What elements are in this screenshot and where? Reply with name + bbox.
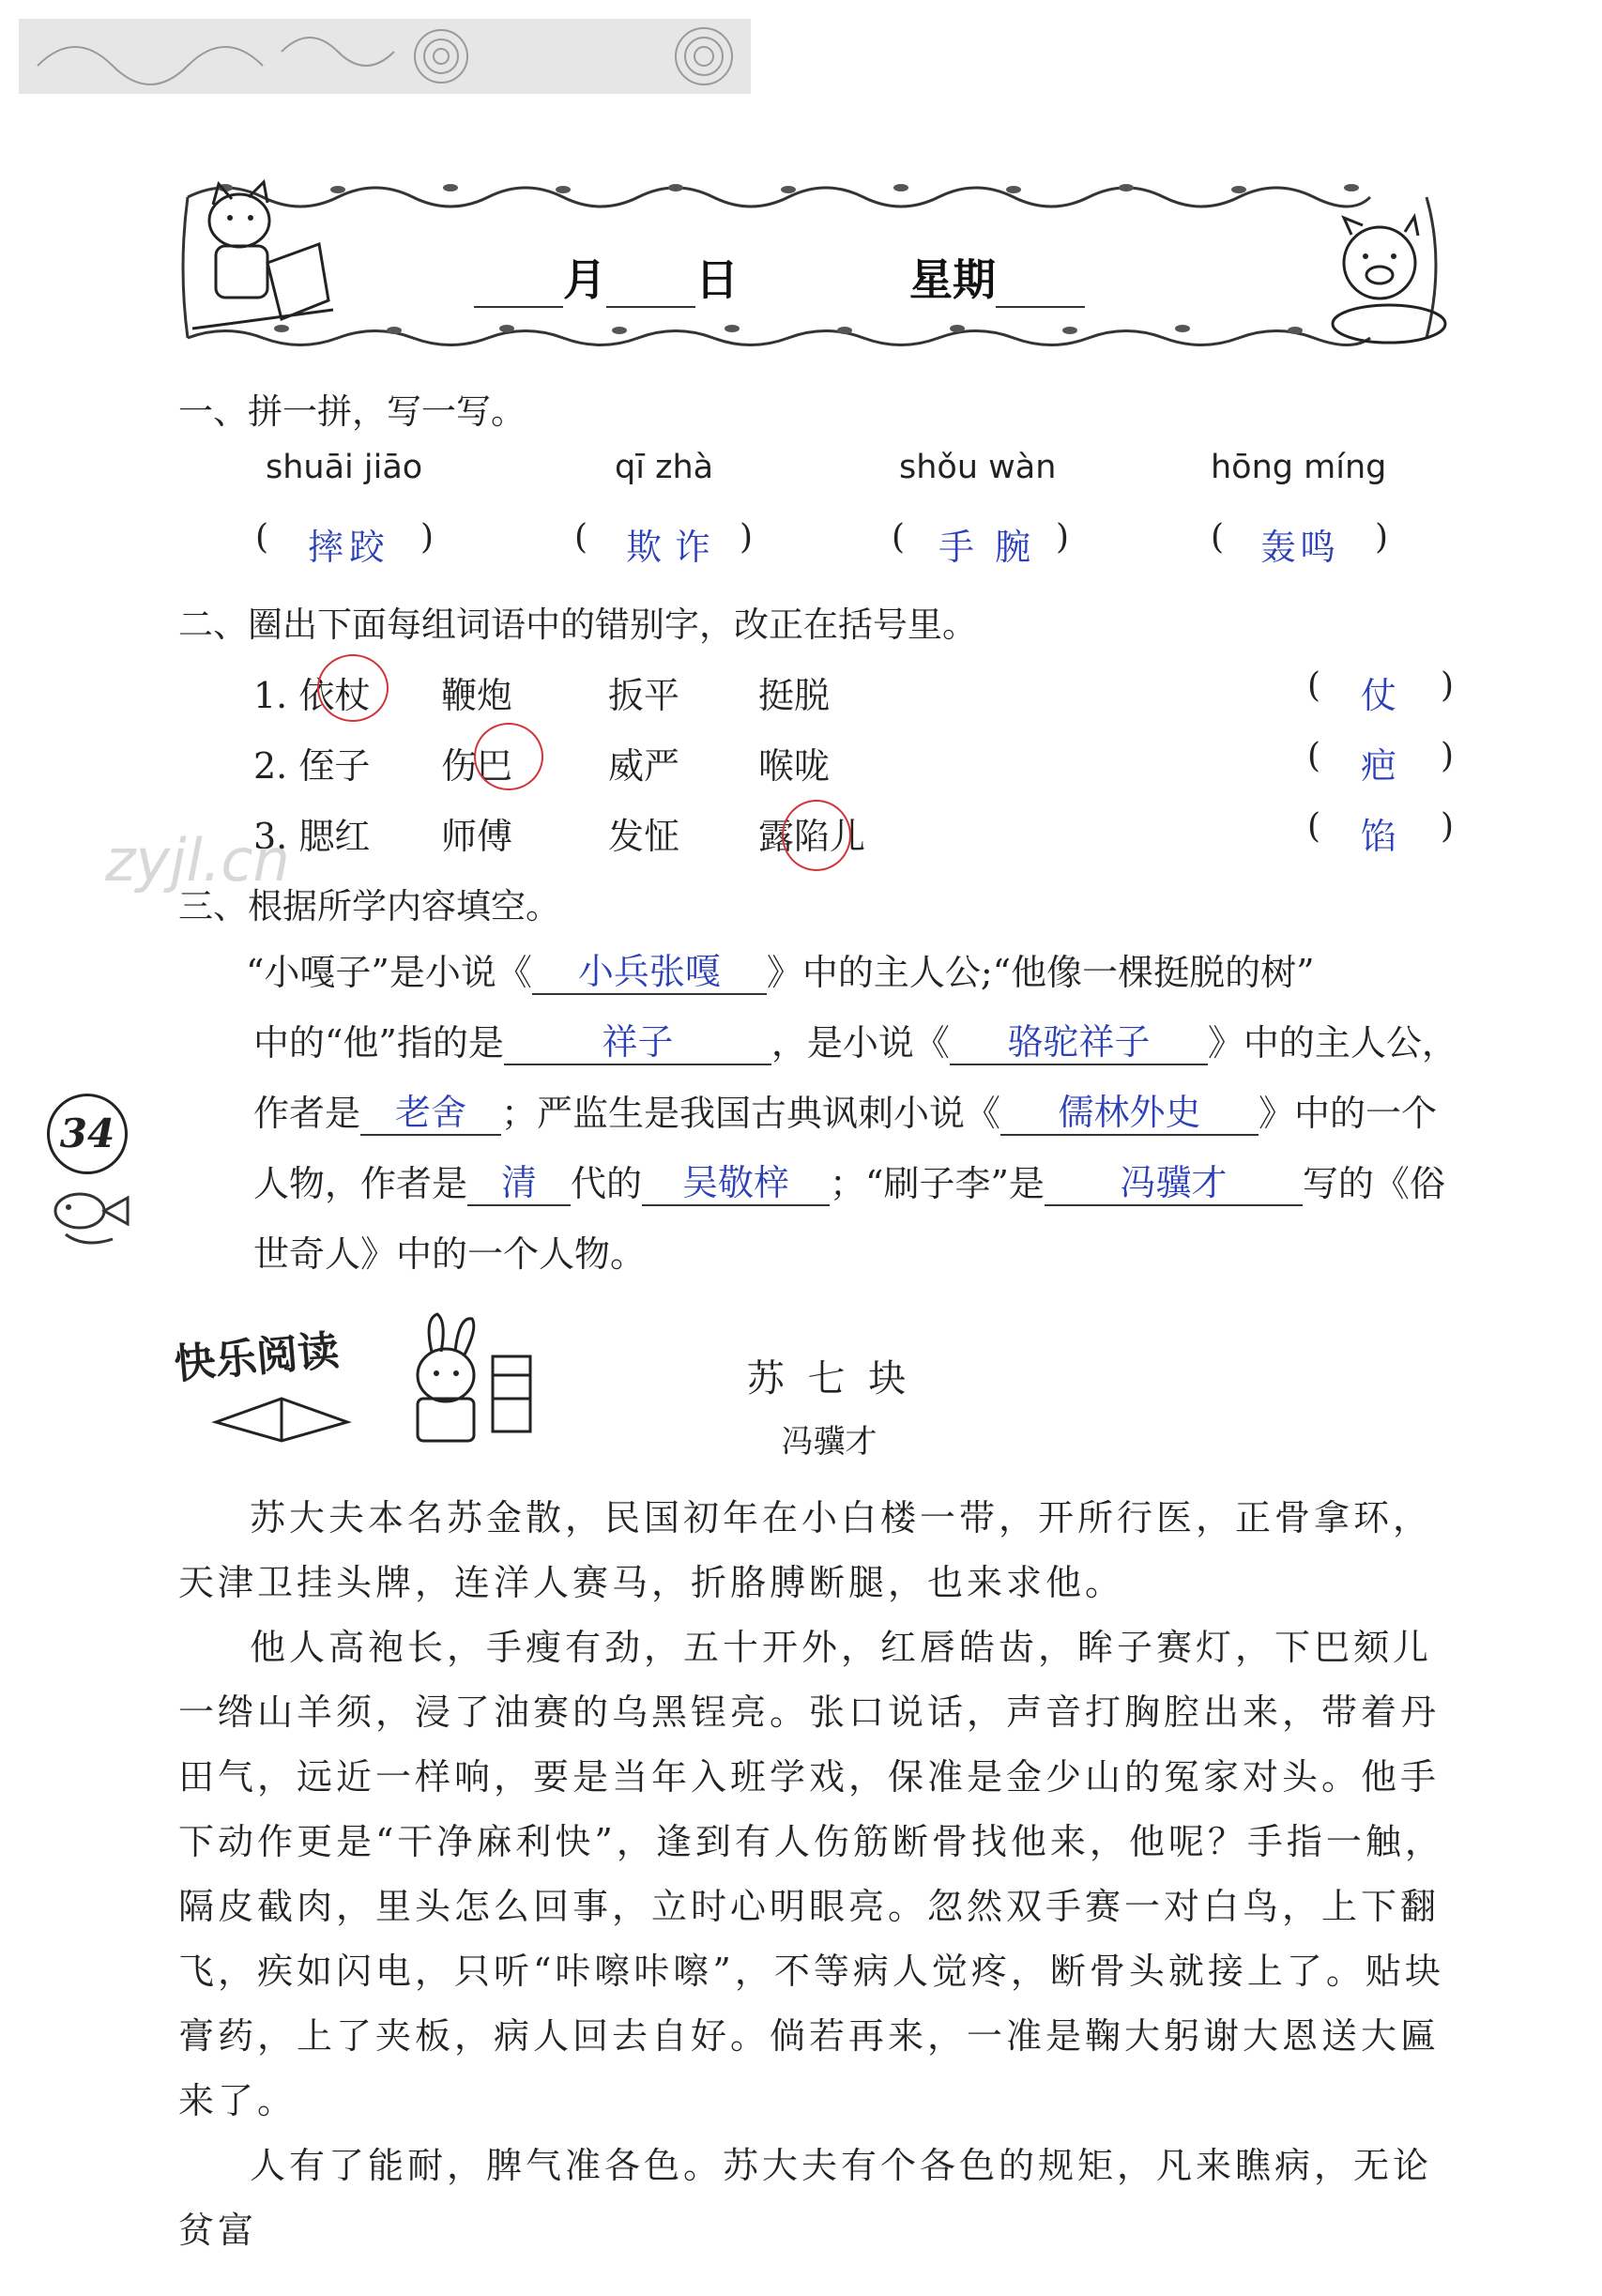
word: 喉咙 xyxy=(758,745,831,787)
open-paren: ( xyxy=(1211,518,1225,557)
open-paren: ( xyxy=(1307,737,1321,775)
fill-line-5: 世奇人》中的一个人物。 xyxy=(253,1233,647,1275)
text: ；严监生是我国古典讽刺小说《 xyxy=(501,1093,1001,1134)
word: 1. 依杖 xyxy=(253,675,371,716)
blank-character[interactable]: 祥子 xyxy=(504,1020,771,1065)
close-paren: ) xyxy=(1441,666,1455,705)
week-blank[interactable] xyxy=(996,259,1085,308)
text: 人物，作者是 xyxy=(253,1163,468,1204)
error-circle-2 xyxy=(474,723,543,790)
word: 鞭炮 xyxy=(441,675,513,716)
text: ；“刷子李”是 xyxy=(830,1163,1045,1204)
open-paren: ( xyxy=(1307,666,1321,705)
word: 威严 xyxy=(608,745,680,787)
pinyin-2: qī zhà xyxy=(615,449,714,486)
close-paren: ) xyxy=(1441,737,1455,775)
fill-line-3 xyxy=(253,1084,1437,1136)
open-paren: ( xyxy=(255,518,269,557)
text: 作者是 xyxy=(253,1093,361,1134)
open-paren: ( xyxy=(574,518,588,557)
fill-line-2 xyxy=(253,1014,1457,1065)
close-paren: ) xyxy=(1056,518,1070,557)
paragraph-1: 苏大夫本名苏金散，民国初年在小白楼一带，开所行医，正骨拿环，天津卫挂头牌，连洋人赛马，折胳膊断腿，也来求他。 xyxy=(178,1497,1433,1603)
blank-novel-2[interactable]: 骆驼祥子 xyxy=(950,1020,1208,1065)
word: 伤巴 xyxy=(441,745,513,787)
blank-dynasty[interactable]: 清 xyxy=(467,1161,571,1206)
paragraph-2: 他人高袍长，手瘦有劲，五十开外，红唇皓齿，眸子赛灯，下巴颏儿一绺山羊须，浸了油赛的乌黑锃亮。张口说话，声音打胸腔出来，带着丹田气，远近一样响，要是当年入班学戏，保准是金少山的冤家对头。他手下动作更是“干净麻利快”，逢到有人伤筋断骨找他来，他呢？手指一触，隔皮截肉，里头怎么回事，立时心明眼亮。忽然双手赛一对白鸟，上下翻飞，疾如闪电，只听“咔嚓咔嚓”，不等病人觉疼，断骨头就接上了。贴块膏药，上了夹板，病人回去自好。倘若再来，一准是鞠大躬谢大恩送大匾来了。 xyxy=(178,1627,1444,2121)
text: 》中的主人公， xyxy=(1207,1022,1457,1064)
section3-title: 三、根据所学内容填空。 xyxy=(178,886,560,926)
error-circle-3 xyxy=(782,800,851,871)
blank-author-3[interactable]: 冯骥才 xyxy=(1045,1161,1303,1206)
month-blank[interactable] xyxy=(474,259,563,308)
text: 写的《俗 xyxy=(1302,1163,1445,1204)
pinyin-3: shǒu wàn xyxy=(899,449,1057,486)
cat-illustration xyxy=(174,178,343,338)
text: 中的“他”指的是 xyxy=(253,1022,504,1064)
watermark: zyjl.cn xyxy=(105,826,290,895)
date-header xyxy=(474,246,1085,308)
word: 师傅 xyxy=(441,816,513,857)
correction-field-2[interactable]: 疤 xyxy=(1361,745,1397,787)
answer-field-1[interactable]: 摔跤 xyxy=(308,527,391,568)
word: 发怔 xyxy=(608,816,680,857)
pinyin-1: shuāi jiāo xyxy=(266,449,423,486)
blank-author-2[interactable]: 吴敬梓 xyxy=(642,1161,830,1206)
month-label: 月 xyxy=(563,254,606,305)
text: 代的 xyxy=(571,1163,643,1204)
open-paren: ( xyxy=(892,518,906,557)
reading-title: 苏 七 块 xyxy=(746,1357,912,1401)
close-paren: ) xyxy=(1375,518,1389,557)
blank-novel-3[interactable]: 儒林外史 xyxy=(1000,1091,1259,1136)
correction-field-3[interactable]: 馅 xyxy=(1361,816,1397,857)
blank-novel-1[interactable]: 小兵张嘎 xyxy=(532,950,767,995)
answer-field-3[interactable]: 手腕 xyxy=(938,527,1052,568)
pig-illustration xyxy=(1319,211,1459,347)
word: 扳平 xyxy=(608,675,680,716)
error-circle-1 xyxy=(317,654,389,722)
fill-line-1 xyxy=(246,943,1315,995)
day-blank[interactable] xyxy=(606,259,695,308)
open-paren: ( xyxy=(1307,807,1321,846)
page-number: 34 xyxy=(59,1110,115,1156)
week-label: 星期 xyxy=(909,254,997,305)
badge-text: 快乐阅读 xyxy=(172,1326,342,1389)
text: ，是小说《 xyxy=(770,1022,950,1064)
word: 挺脱 xyxy=(758,675,831,716)
day-label: 日 xyxy=(695,254,739,305)
paragraph-3: 人有了能耐，脾气准各色。苏大夫有个各色的规矩，凡来瞧病，无论贫富 xyxy=(178,2145,1433,2251)
text: 》中的主人公;“他像一棵挺脱的树” xyxy=(766,952,1315,993)
page-number-badge xyxy=(47,1094,128,1174)
word: 2. 侄子 xyxy=(253,745,371,787)
text: 》中的一个 xyxy=(1259,1093,1438,1134)
decorative-swirl-banner xyxy=(0,0,1602,103)
section2-title: 二、圈出下面每组词语中的错别字，改正在括号里。 xyxy=(178,605,977,645)
text: “小嘎子”是小说《 xyxy=(246,952,532,993)
close-paren: ) xyxy=(1441,807,1455,846)
fill-line-4 xyxy=(253,1155,1445,1206)
close-paren: ) xyxy=(420,518,435,557)
fish-icon xyxy=(42,1178,136,1258)
close-paren: ) xyxy=(740,518,754,557)
section1-title: 一、拼一拼，写一写。 xyxy=(178,391,526,432)
word: 露陷儿 xyxy=(758,816,866,857)
correction-field-1[interactable]: 仗 xyxy=(1361,675,1397,716)
blank-author-1[interactable]: 老舍 xyxy=(360,1091,501,1136)
pinyin-4: hōng míng xyxy=(1211,449,1387,486)
reading-author: 冯骥才 xyxy=(781,1423,877,1461)
word: 3. 腮红 xyxy=(253,816,371,857)
answer-field-4[interactable]: 轰鸣 xyxy=(1260,527,1340,568)
answer-field-2[interactable]: 欺诈 xyxy=(626,527,725,568)
